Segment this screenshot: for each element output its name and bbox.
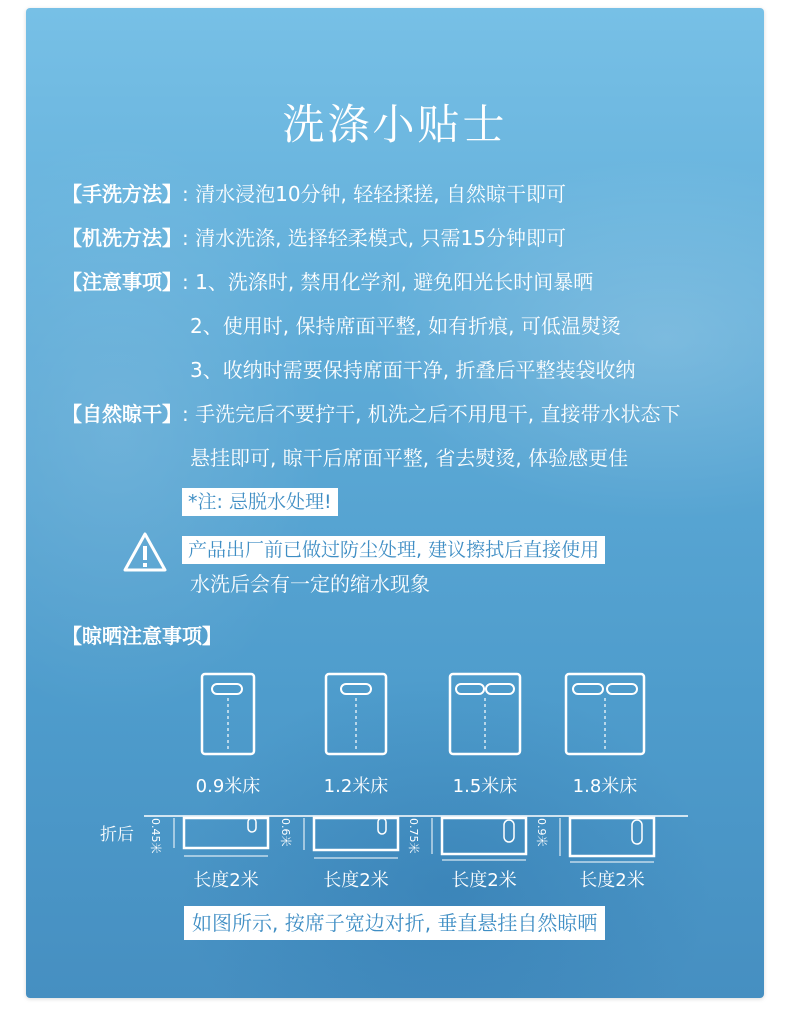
folded-diagram-0-9 bbox=[174, 818, 268, 856]
notes-item-1: : 1、洗涤时, 禁用化学剂, 避免阳光长时间暴晒 bbox=[182, 270, 594, 294]
folded-length-label: 长度2米 bbox=[579, 870, 645, 891]
folded-diagram-1-8 bbox=[560, 818, 654, 862]
notes-item-2: 2、使用时, 保持席面平整, 如有折痕, 可低温熨烫 bbox=[190, 314, 621, 338]
folded-length-label: 长度2米 bbox=[193, 870, 259, 891]
natural-dry-line-1: : 手洗完后不要拧干, 机洗之后不用甩干, 直接带水状态下 bbox=[182, 402, 681, 426]
hand-wash-text: : 清水浸泡10分钟, 轻轻揉搓, 自然晾干即可 bbox=[182, 182, 566, 206]
natural-dry-line-2: 悬挂即可, 晾干后席面平整, 省去熨烫, 体验感更佳 bbox=[190, 446, 629, 470]
folded-height-label: 0.75米 bbox=[407, 818, 420, 854]
folded-length-label: 长度2米 bbox=[451, 870, 517, 891]
page-title: 洗涤小贴士 bbox=[282, 100, 508, 149]
notes-label: 【注意事项】 bbox=[62, 270, 182, 294]
folded-height-label: 0.45米 bbox=[149, 818, 162, 854]
caution-note: *注: 忌脱水处理! bbox=[182, 488, 338, 516]
notes-item-3: 3、收纳时需要保持席面干净, 折叠后平整装袋收纳 bbox=[190, 358, 636, 382]
warning-line-2: 水洗后会有一定的缩水现象 bbox=[190, 572, 430, 596]
machine-wash-text: : 清水洗涤, 选择轻柔模式, 只需15分钟即可 bbox=[182, 226, 566, 250]
machine-wash-label: 【机洗方法】 bbox=[62, 226, 182, 250]
care-tips-card bbox=[26, 8, 764, 998]
bed-diagram-1-8 bbox=[566, 674, 644, 754]
natural-dry-label: 【自然晾干】 bbox=[62, 402, 182, 426]
drying-instruction-footer: 如图所示, 按席子宽边对折, 垂直悬挂自然晾晒 bbox=[184, 906, 605, 940]
folded-length-label: 长度2米 bbox=[323, 870, 389, 891]
drying-diagram bbox=[26, 8, 764, 998]
bed-size-label: 1.2米床 bbox=[323, 776, 389, 797]
folded-diagram-1-5 bbox=[432, 818, 526, 860]
folded-diagram-1-2 bbox=[304, 818, 398, 858]
bed-diagram-1-5 bbox=[450, 674, 520, 754]
bed-diagram-1-2 bbox=[326, 674, 386, 754]
warning-line-1: 产品出厂前已做过防尘处理, 建议擦拭后直接使用 bbox=[182, 536, 605, 564]
bed-size-label: 1.8米床 bbox=[572, 776, 638, 797]
bed-diagram-0-9 bbox=[202, 674, 254, 754]
drying-section-label: 【晾晒注意事项】 bbox=[62, 624, 222, 648]
bed-size-label: 0.9米床 bbox=[195, 776, 261, 797]
bed-size-label: 1.5米床 bbox=[452, 776, 518, 797]
folded-height-label: 0.9米 bbox=[535, 818, 548, 847]
folded-height-label: 0.6米 bbox=[279, 818, 292, 847]
hand-wash-label: 【手洗方法】 bbox=[62, 182, 182, 206]
fold-label: 折后 bbox=[100, 825, 134, 845]
